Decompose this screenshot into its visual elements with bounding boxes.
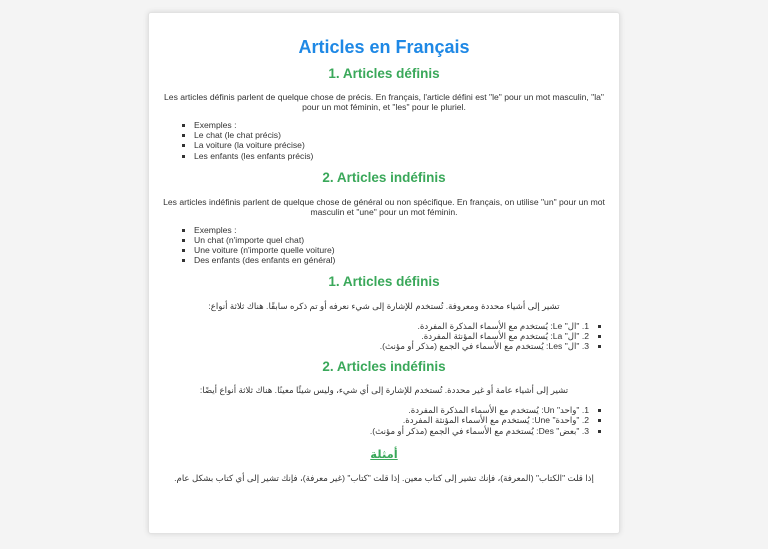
section-paragraph-definis-ar: تشير إلى أشياء محددة ومعروفة. تُستخدم للإشارة إلى شيء نعرفه أو تم ذكره سابقًا. هناك ثلاثة أنواع:: [208, 300, 560, 311]
section-heading-indefinis: 2. Articles indéfinis: [322, 169, 446, 185]
section-heading-definis-ar: 1. Articles définis: [328, 273, 440, 289]
arabic-section-definis: [161, 274, 607, 352]
list-item: ▪ 2. "واحدة" Une: يُستخدم مع الأسماء المؤنثة المفردة.: [161, 415, 589, 425]
arabic-section-indefinis: [161, 359, 607, 436]
list-item: ▪ Une voiture (n'importe quelle voiture): [194, 245, 607, 255]
types-list-definis-ar: [161, 321, 607, 352]
section-heading-definis: 1. Articles définis: [328, 66, 440, 81]
article-card: [148, 12, 620, 534]
examples-list-definis: [161, 120, 607, 161]
examples-heading-ar: أمثلة: [370, 446, 398, 461]
list-item: ▪ 3. "بعض" Des: يُستخدم مع الأسماء في الجمع (مذكر أو مؤنث).: [161, 426, 589, 436]
list-item: ▪ Le chat (le chat précis): [194, 130, 607, 140]
list-item: ▪ La voiture (la voiture précise): [194, 140, 607, 150]
list-item: ▪ 1. "ال" Le: يُستخدم مع الأسماء المذكرة المفردة.: [161, 321, 589, 331]
section-paragraph-indefinis: Les articles indéfinis parlent de quelque chose de général ou non spécifique. En français, on utilise "un" pour un mot masculin et "une" pour un mot féminin.: [163, 196, 605, 217]
section-paragraph-definis: Les articles définis parlent de quelque chose de précis. En français, l'article défini est "le" pour un mot masculin, "la" pour un mot féminin, et "les" pour le pluriel.: [164, 92, 604, 112]
section-heading-indefinis-ar: 2. Articles indéfinis: [322, 359, 446, 375]
list-item: ▪ Exemples :: [194, 120, 607, 130]
page-title: Articles en Français: [298, 37, 470, 57]
examples-list-indefinis: [161, 225, 607, 266]
list-item: ▪ 1. "واحد" Un: يُستخدم مع الأسماء المذكرة المفردة.: [161, 405, 589, 415]
arabic-examples: [161, 447, 607, 483]
examples-paragraph-ar: إذا قلت "الكتاب" (المعرفة)، فإنك تشير إلى كتاب معين. إذا قلت "كتاب" (غير معرفة)، فإنك تشير إلى أي كتاب بشكل عام.: [174, 472, 594, 483]
list-item: ▪ Les enfants (les enfants précis): [194, 151, 607, 161]
list-item: ▪ Un chat (n'importe quel chat): [194, 235, 607, 245]
list-item: ▪ 3. "ال" Les: يُستخدم مع الأسماء في الجمع (مذكر أو مؤنث).: [161, 341, 589, 351]
types-list-indefinis-ar: [161, 405, 607, 436]
list-item: ▪ 2. "ال" La: يُستخدم مع الأسماء المؤنثة المفردة.: [161, 331, 589, 341]
list-item: ▪ Exemples :: [194, 225, 607, 235]
list-item: ▪ Des enfants (des enfants en général): [194, 255, 607, 265]
section-paragraph-indefinis-ar: تشير إلى أشياء عامة أو غير محددة. تُستخدم للإشارة إلى أي شيء، وليس شيئًا معينًا. هناك ثلاثة أنواع أيضًا:: [199, 385, 569, 396]
